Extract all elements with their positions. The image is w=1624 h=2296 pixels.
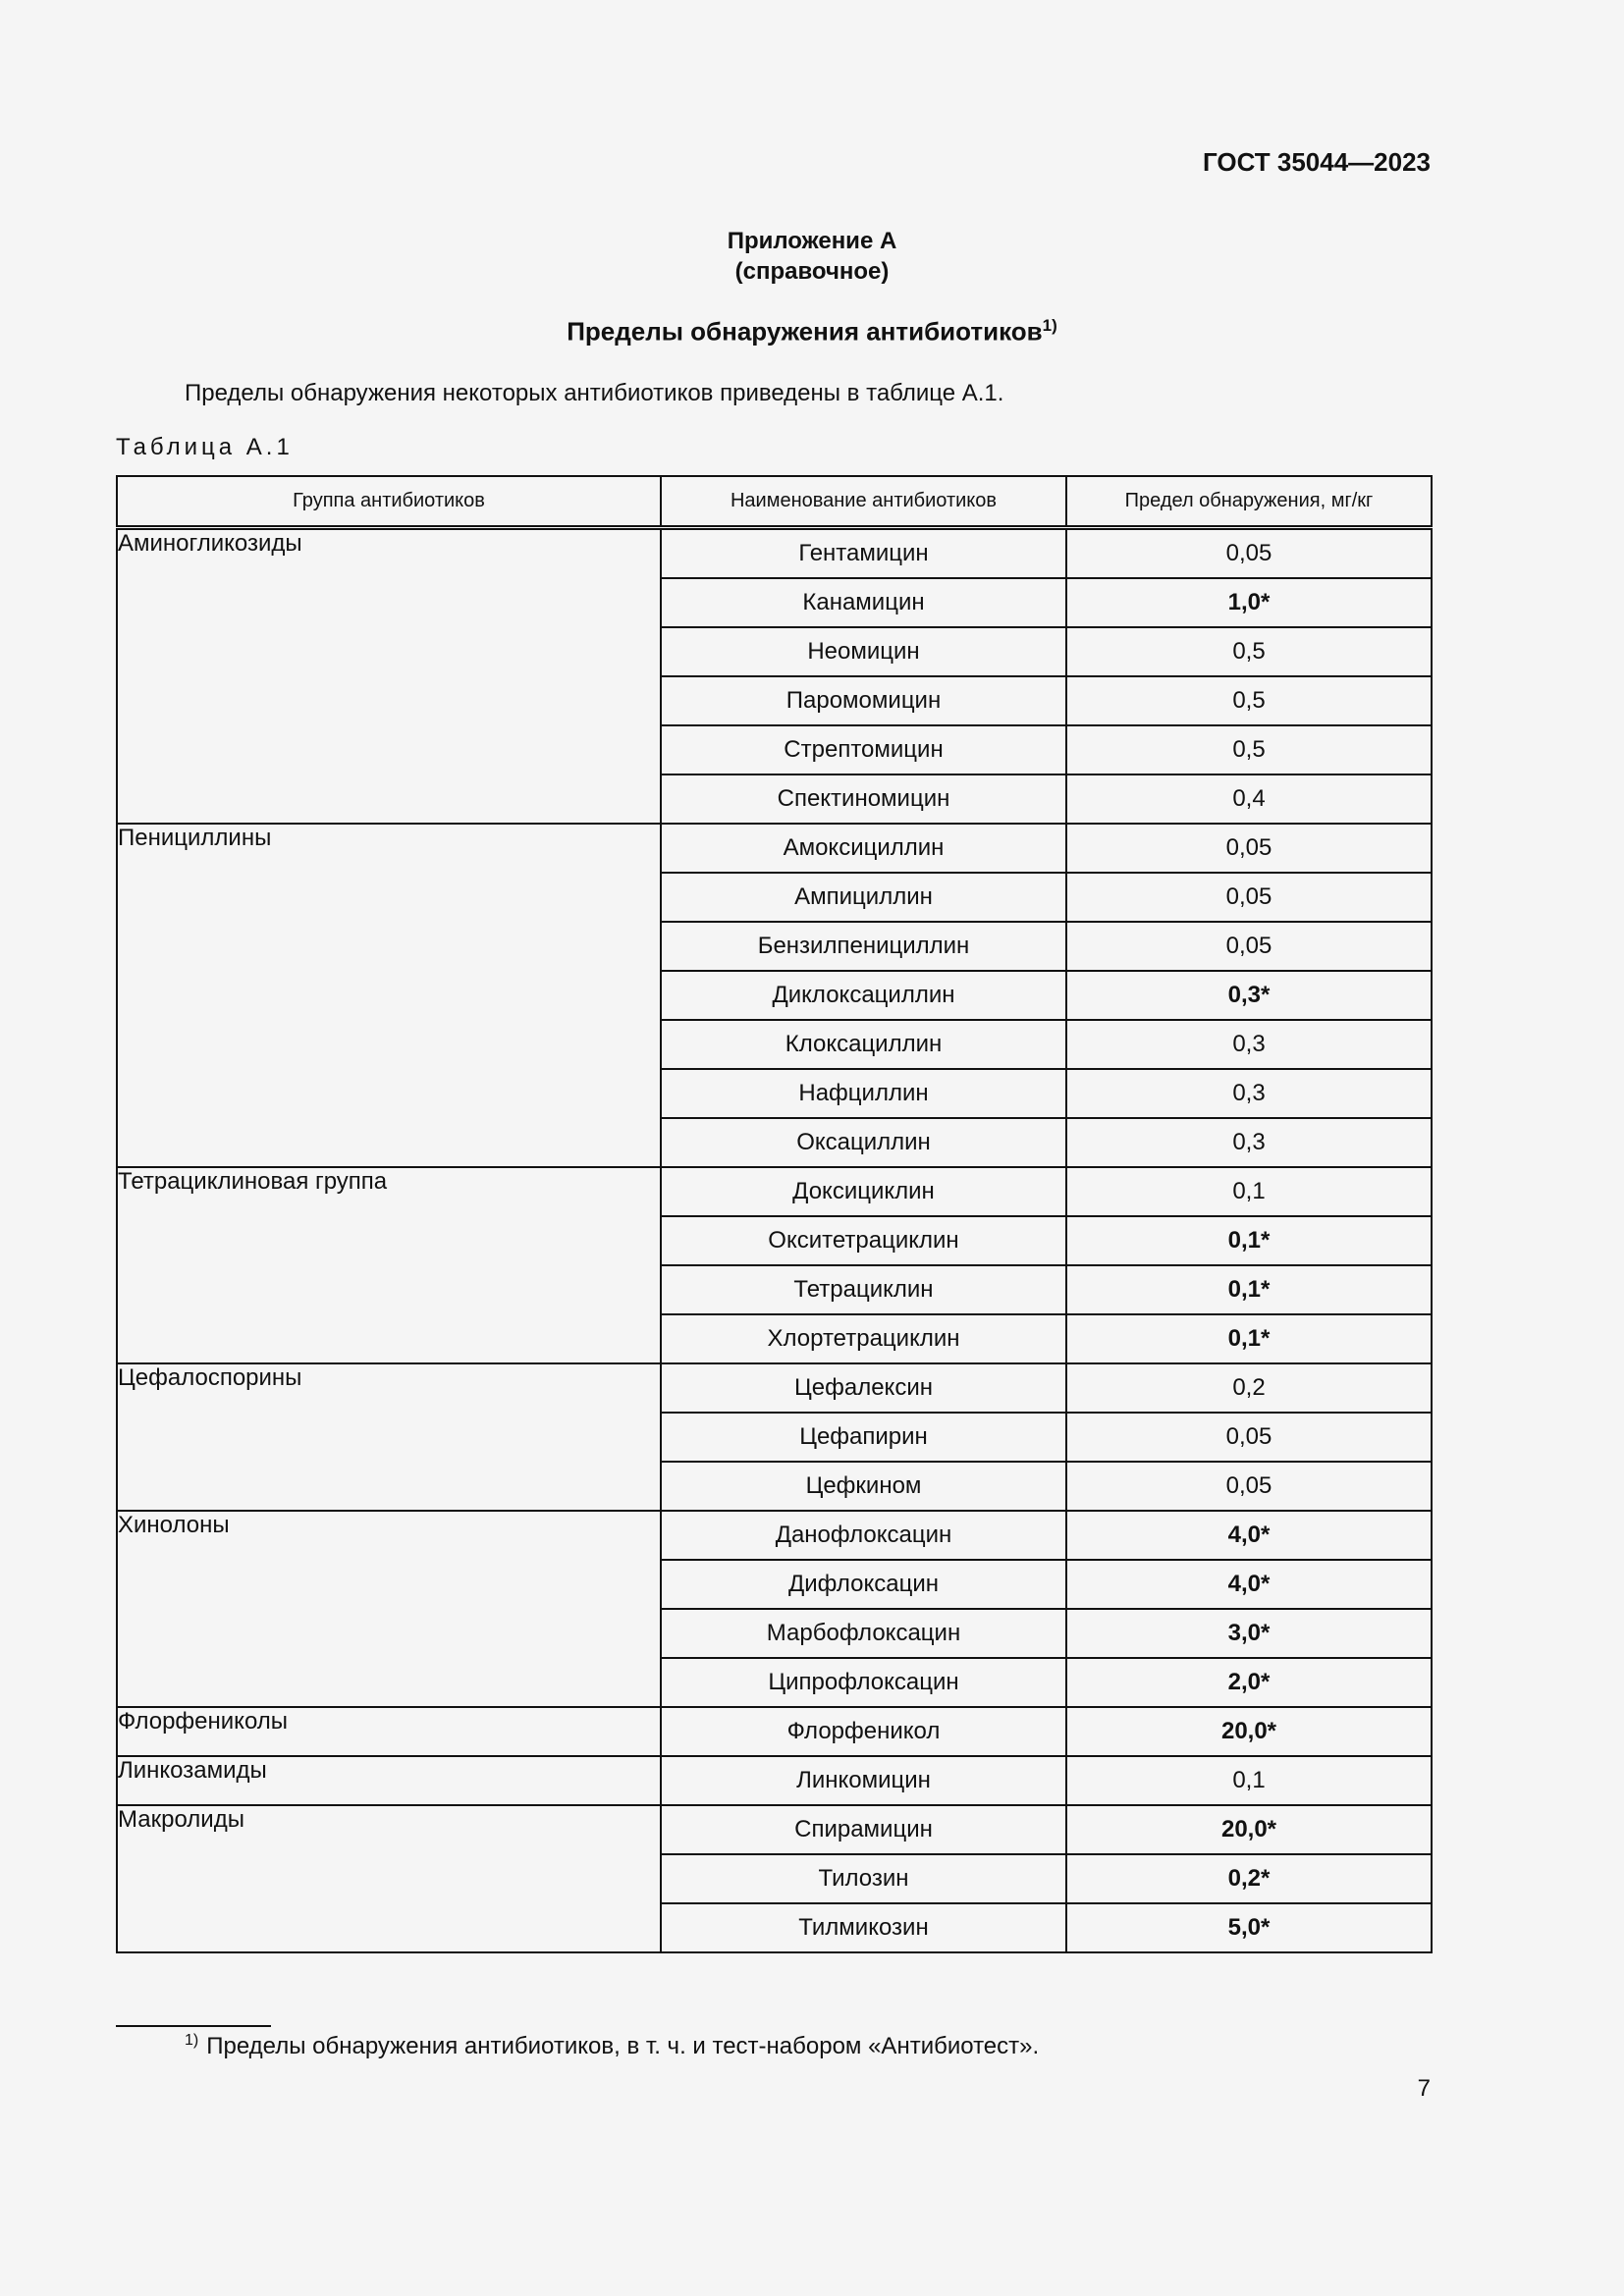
appendix-type: (справочное)	[734, 258, 890, 285]
antibiotic-name-cell: Диклоксациллин	[661, 971, 1066, 1020]
antibiotic-name-cell: Данофлоксацин	[661, 1511, 1066, 1560]
table-header-row	[117, 476, 1432, 528]
table-caption: Таблица А.1	[116, 434, 294, 460]
detection-limit-cell: 0,3	[1066, 1020, 1432, 1069]
header-name: Наименование антибиотиков	[661, 476, 1066, 528]
antibiotic-name-cell: Доксициклин	[661, 1167, 1066, 1216]
detection-limit-cell: 20,0*	[1066, 1805, 1432, 1854]
antibiotic-name-cell: Цефкином	[661, 1462, 1066, 1511]
antibiotic-name-cell: Окситетрациклин	[661, 1216, 1066, 1265]
group-cell: Макролиды	[117, 1805, 661, 1952]
antibiotic-name-cell: Гентамицин	[661, 528, 1066, 579]
detection-limit-cell: 0,2	[1066, 1363, 1432, 1413]
antibiotic-name-cell: Неомицин	[661, 627, 1066, 676]
group-cell: Хинолоны	[117, 1511, 661, 1707]
detection-limit-cell: 0,05	[1066, 922, 1432, 971]
detection-limit-cell: 0,2*	[1066, 1854, 1432, 1903]
antibiotic-name-cell: Тетрациклин	[661, 1265, 1066, 1314]
table-row	[117, 824, 1432, 873]
detection-limit-cell: 0,5	[1066, 627, 1432, 676]
detection-limit-cell: 0,1*	[1066, 1216, 1432, 1265]
antibiotic-name-cell: Ципрофлоксацин	[661, 1658, 1066, 1707]
detection-limit-cell: 20,0*	[1066, 1707, 1432, 1756]
footnote	[185, 2032, 1039, 2060]
table-row	[117, 1363, 1432, 1413]
section-title	[0, 316, 1624, 347]
section-title-text: Пределы обнаружения антибиотиков	[567, 316, 1043, 347]
antibiotic-name-cell: Марбофлоксацин	[661, 1609, 1066, 1658]
footnote-divider	[116, 2025, 271, 2027]
antibiotic-name-cell: Цефалексин	[661, 1363, 1066, 1413]
detection-limit-cell: 2,0*	[1066, 1658, 1432, 1707]
antibiotic-name-cell: Линкомицин	[661, 1756, 1066, 1805]
group-cell: Тетрациклиновая группа	[117, 1167, 661, 1363]
section-footnote-ref: 1)	[1042, 316, 1057, 335]
antibiotic-name-cell: Хлортетрациклин	[661, 1314, 1066, 1363]
detection-limit-cell: 0,4	[1066, 774, 1432, 824]
antibiotic-name-cell: Бензилпенициллин	[661, 922, 1066, 971]
table-row	[117, 1511, 1432, 1560]
table-row	[117, 1167, 1432, 1216]
detection-limit-cell: 0,5	[1066, 676, 1432, 725]
group-cell: Линкозамиды	[117, 1756, 661, 1805]
table-row	[117, 1756, 1432, 1805]
detection-limit-cell: 0,1*	[1066, 1314, 1432, 1363]
antibiotic-name-cell: Ампициллин	[661, 873, 1066, 922]
header-limit: Предел обнаружения, мг/кг	[1066, 476, 1432, 528]
antibiotic-name-cell: Амоксициллин	[661, 824, 1066, 873]
group-cell: Аминогликозиды	[117, 528, 661, 825]
antibiotics-table	[116, 475, 1433, 1953]
table-body	[117, 528, 1432, 1953]
detection-limit-cell: 0,05	[1066, 1413, 1432, 1462]
table-row	[117, 1805, 1432, 1854]
detection-limit-cell: 4,0*	[1066, 1560, 1432, 1609]
footnote-text: Пределы обнаружения антибиотиков, в т. ч. и тест-набором «Антибиотест».	[206, 2033, 1040, 2059]
detection-limit-cell: 5,0*	[1066, 1903, 1432, 1952]
antibiotic-name-cell: Спектиномицин	[661, 774, 1066, 824]
detection-limit-cell: 0,1	[1066, 1167, 1432, 1216]
page-number: 7	[1417, 2075, 1431, 2102]
detection-limit-cell: 0,3	[1066, 1069, 1432, 1118]
detection-limit-cell: 1,0*	[1066, 578, 1432, 627]
antibiotic-name-cell: Паромомицин	[661, 676, 1066, 725]
table-row	[117, 1707, 1432, 1756]
group-cell: Флорфениколы	[117, 1707, 661, 1756]
group-cell: Пенициллины	[117, 824, 661, 1167]
antibiotic-name-cell: Цефапирин	[661, 1413, 1066, 1462]
antibiotic-name-cell: Флорфеникол	[661, 1707, 1066, 1756]
antibiotic-name-cell: Оксациллин	[661, 1118, 1066, 1167]
antibiotic-name-cell: Стрептомицин	[661, 725, 1066, 774]
antibiotic-name-cell: Нафциллин	[661, 1069, 1066, 1118]
header-group: Группа антибиотиков	[117, 476, 661, 528]
antibiotic-name-cell: Спирамицин	[661, 1805, 1066, 1854]
group-cell: Цефалоспорины	[117, 1363, 661, 1511]
detection-limit-cell: 0,05	[1066, 824, 1432, 873]
detection-limit-cell: 0,05	[1066, 1462, 1432, 1511]
standard-code: ГОСТ 35044—2023	[1203, 147, 1431, 177]
detection-limit-cell: 0,3	[1066, 1118, 1432, 1167]
footnote-marker: 1)	[185, 2032, 199, 2049]
detection-limit-cell: 3,0*	[1066, 1609, 1432, 1658]
detection-limit-cell: 0,05	[1066, 873, 1432, 922]
antibiotic-name-cell: Тилозин	[661, 1854, 1066, 1903]
table-row	[117, 528, 1432, 579]
detection-limit-cell: 0,1*	[1066, 1265, 1432, 1314]
antibiotic-name-cell: Тилмикозин	[661, 1903, 1066, 1952]
appendix-heading	[0, 226, 1624, 287]
antibiotic-name-cell: Дифлоксацин	[661, 1560, 1066, 1609]
intro-paragraph: Пределы обнаружения некоторых антибиотиков приведены в таблице А.1.	[185, 380, 1004, 406]
appendix-title: Приложение А	[727, 228, 897, 254]
detection-limit-cell: 0,5	[1066, 725, 1432, 774]
detection-limit-cell: 0,05	[1066, 528, 1432, 579]
detection-limit-cell: 0,1	[1066, 1756, 1432, 1805]
antibiotic-name-cell: Канамицин	[661, 578, 1066, 627]
detection-limit-cell: 4,0*	[1066, 1511, 1432, 1560]
detection-limit-cell: 0,3*	[1066, 971, 1432, 1020]
antibiotic-name-cell: Клоксациллин	[661, 1020, 1066, 1069]
